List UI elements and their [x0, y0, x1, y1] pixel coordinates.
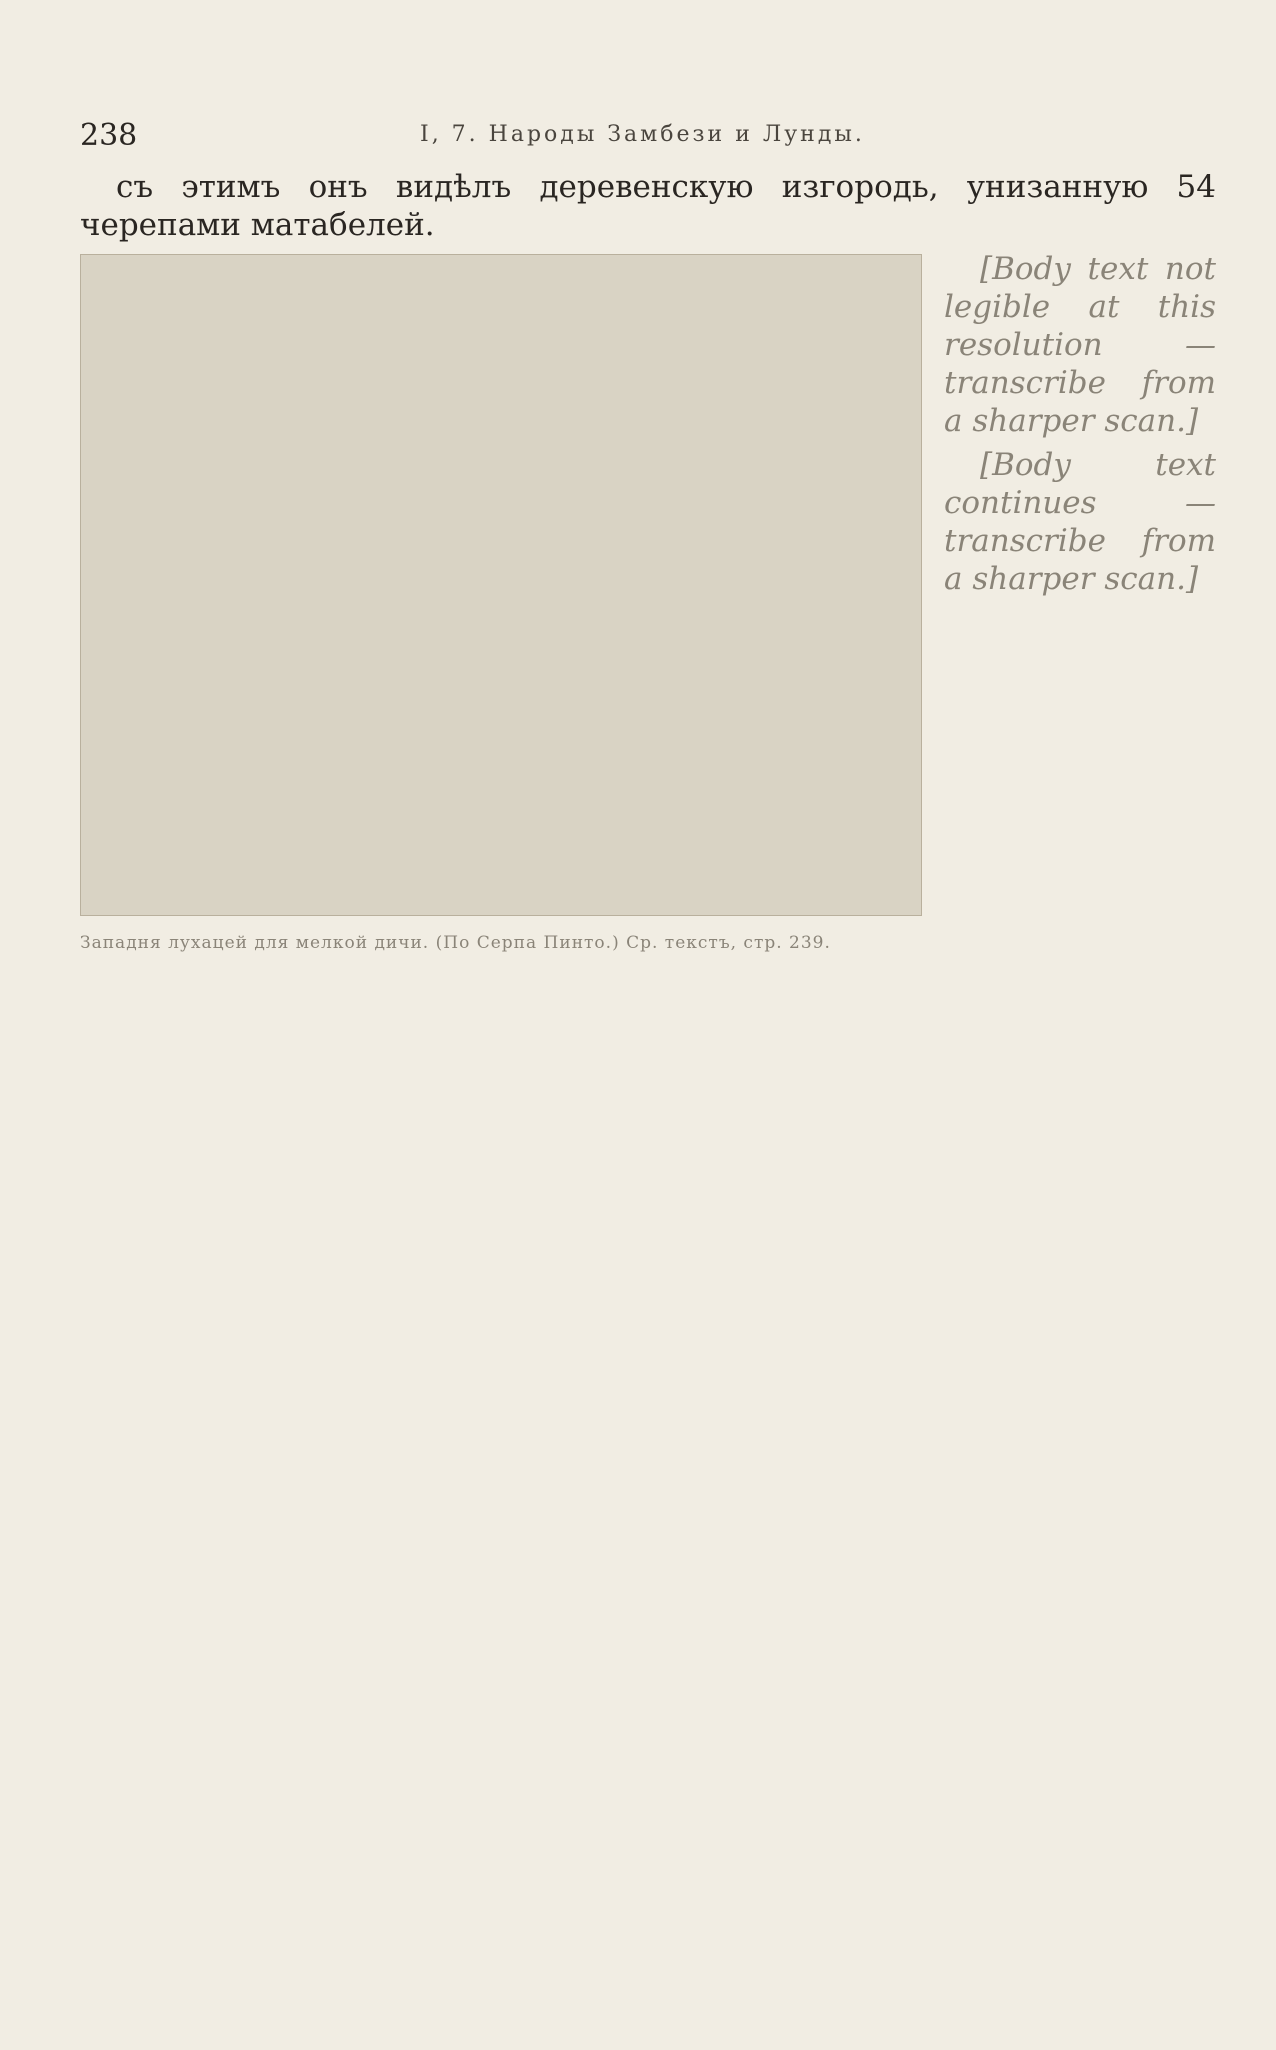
page-number: 238: [80, 118, 138, 153]
figure: [80, 254, 920, 962]
body-text: [80, 168, 1216, 972]
body-placeholder-1: [Body text not legible at this resolution — transcribe from a sharper scan.]: [944, 251, 1216, 439]
figure-caption: Западня лухацей для мелкой дичи. (По Серпа Пинто.) Ср. текстъ, стр. 239.: [80, 933, 831, 953]
body-placeholder-2: [Body text continues — transcribe from a sharper scan.]: [944, 447, 1216, 597]
running-title: I, 7. Народы Замбези и Лунды.: [420, 122, 865, 147]
figure-illustration: [80, 254, 922, 916]
body-opening: съ этимъ онъ видѣлъ деревенскую изгородь, унизанную 54 черепами матабелей.: [80, 169, 1216, 243]
running-head: [80, 118, 1216, 158]
